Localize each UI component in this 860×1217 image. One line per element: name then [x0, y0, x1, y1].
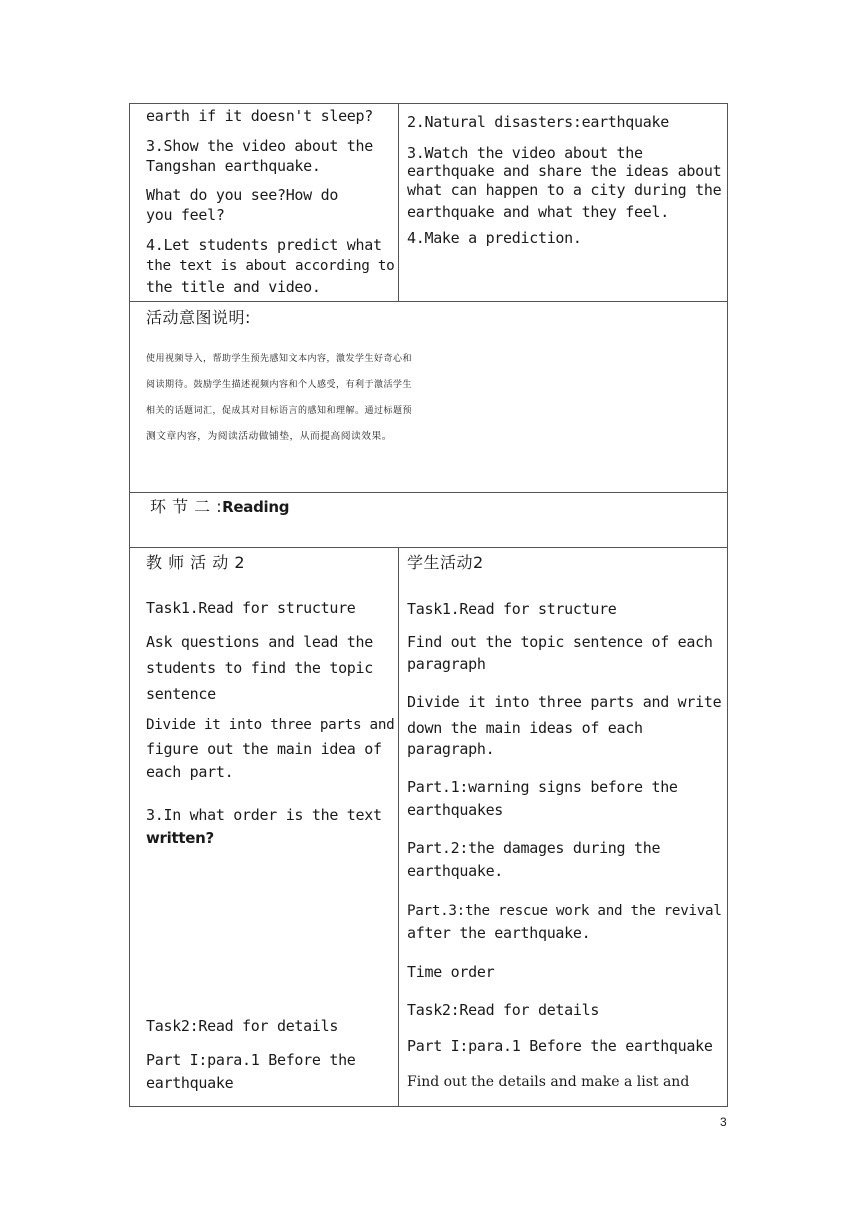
- student-text: Part.2:the damages during the: [407, 839, 661, 857]
- student-activity-heading: 学生活动2: [407, 553, 484, 572]
- row-divider: [129, 547, 728, 548]
- student-text: paragraph.: [407, 740, 495, 758]
- teacher-text: 3.In what order is the text: [146, 806, 382, 824]
- teacher-text: Divide it into three parts and: [146, 717, 395, 733]
- intent-heading: 活动意图说明:: [146, 308, 251, 327]
- intent-text: 阅读期待。鼓励学生描述视频内容和个人感受，有利于激活学生: [146, 380, 413, 390]
- table-top-border: [129, 103, 728, 104]
- table-cell-text: what can happen to a city during the: [407, 181, 722, 199]
- teacher-activity-heading: 教 师 活 动 2: [146, 553, 246, 572]
- student-text: Time order: [407, 963, 495, 981]
- table-cell-text: 3.Watch the video about the: [407, 144, 643, 162]
- student-text: Find out the topic sentence of each: [407, 633, 713, 651]
- table-right-border: [727, 103, 728, 1107]
- page-number: 3: [720, 1115, 727, 1129]
- table-cell-text: earthquake and what they feel.: [407, 203, 669, 221]
- student-text: Divide it into three parts and write: [407, 693, 722, 711]
- student-text: paragraph: [407, 655, 486, 673]
- stage-title: Reading: [222, 498, 290, 516]
- table-cell-text: the text is about according to: [146, 258, 395, 274]
- student-text: after the earthquake.: [407, 924, 591, 942]
- intent-text: 相关的话题词汇，促成其对目标语言的感知和理解。通过标题预: [146, 406, 413, 416]
- teacher-text: written?: [146, 829, 214, 847]
- table-bottom-border: [129, 1106, 728, 1107]
- table-cell-text: What do you see?How do: [146, 186, 339, 204]
- student-text: Task2:Read for details: [407, 1001, 600, 1019]
- column-divider: [398, 103, 399, 302]
- intent-text: 使用视频导入，帮助学生预先感知文本内容，激发学生好奇心和: [146, 354, 413, 364]
- table-cell-text: the title and video.: [146, 278, 321, 296]
- teacher-text: Task2:Read for details: [146, 1017, 339, 1035]
- row-divider: [129, 301, 728, 302]
- teacher-text: students to find the topic: [146, 659, 374, 677]
- student-text: Find out the details and make a list and: [407, 1074, 690, 1090]
- table-cell-text: earthquake and share the ideas about: [407, 162, 722, 180]
- student-text: down the main ideas of each: [407, 719, 643, 737]
- column-divider: [398, 547, 399, 1107]
- student-text: Part.3:the rescue work and the revival: [407, 903, 722, 919]
- student-text: earthquakes: [407, 801, 504, 819]
- table-cell-text: Tangshan earthquake.: [146, 157, 321, 175]
- teacher-text: Part I:para.1 Before the: [146, 1051, 356, 1069]
- teacher-text: Task1.Read for structure: [146, 599, 356, 617]
- stage-prefix: 环 节 二 :: [150, 497, 223, 516]
- table-left-border: [129, 103, 130, 1107]
- teacher-text: each part.: [146, 763, 234, 781]
- stage-heading: [150, 497, 289, 517]
- intent-text: 测文章内容，为阅读活动做铺垫，从而提高阅读效果。: [146, 431, 392, 442]
- student-text: Part I:para.1 Before the earthquake: [407, 1037, 713, 1055]
- table-cell-text: 4.Let students predict what: [146, 236, 382, 254]
- student-text: earthquake.: [407, 862, 504, 880]
- student-text: Part.1:warning signs before the: [407, 778, 678, 796]
- teacher-text: sentence: [146, 685, 216, 703]
- table-cell-text: earth if it doesn't sleep?: [146, 107, 374, 125]
- table-cell-text: 3.Show the video about the: [146, 137, 374, 155]
- student-text: Task1.Read for structure: [407, 600, 617, 618]
- teacher-text: Ask questions and lead the: [146, 633, 374, 651]
- table-cell-text: you feel?: [146, 206, 225, 224]
- teacher-text: earthquake: [146, 1074, 234, 1092]
- table-cell-text: 4.Make a prediction.: [407, 229, 582, 247]
- table-cell-text: 2.Natural disasters:earthquake: [407, 113, 669, 131]
- row-divider: [129, 492, 728, 493]
- teacher-text: figure out the main idea of: [146, 740, 382, 758]
